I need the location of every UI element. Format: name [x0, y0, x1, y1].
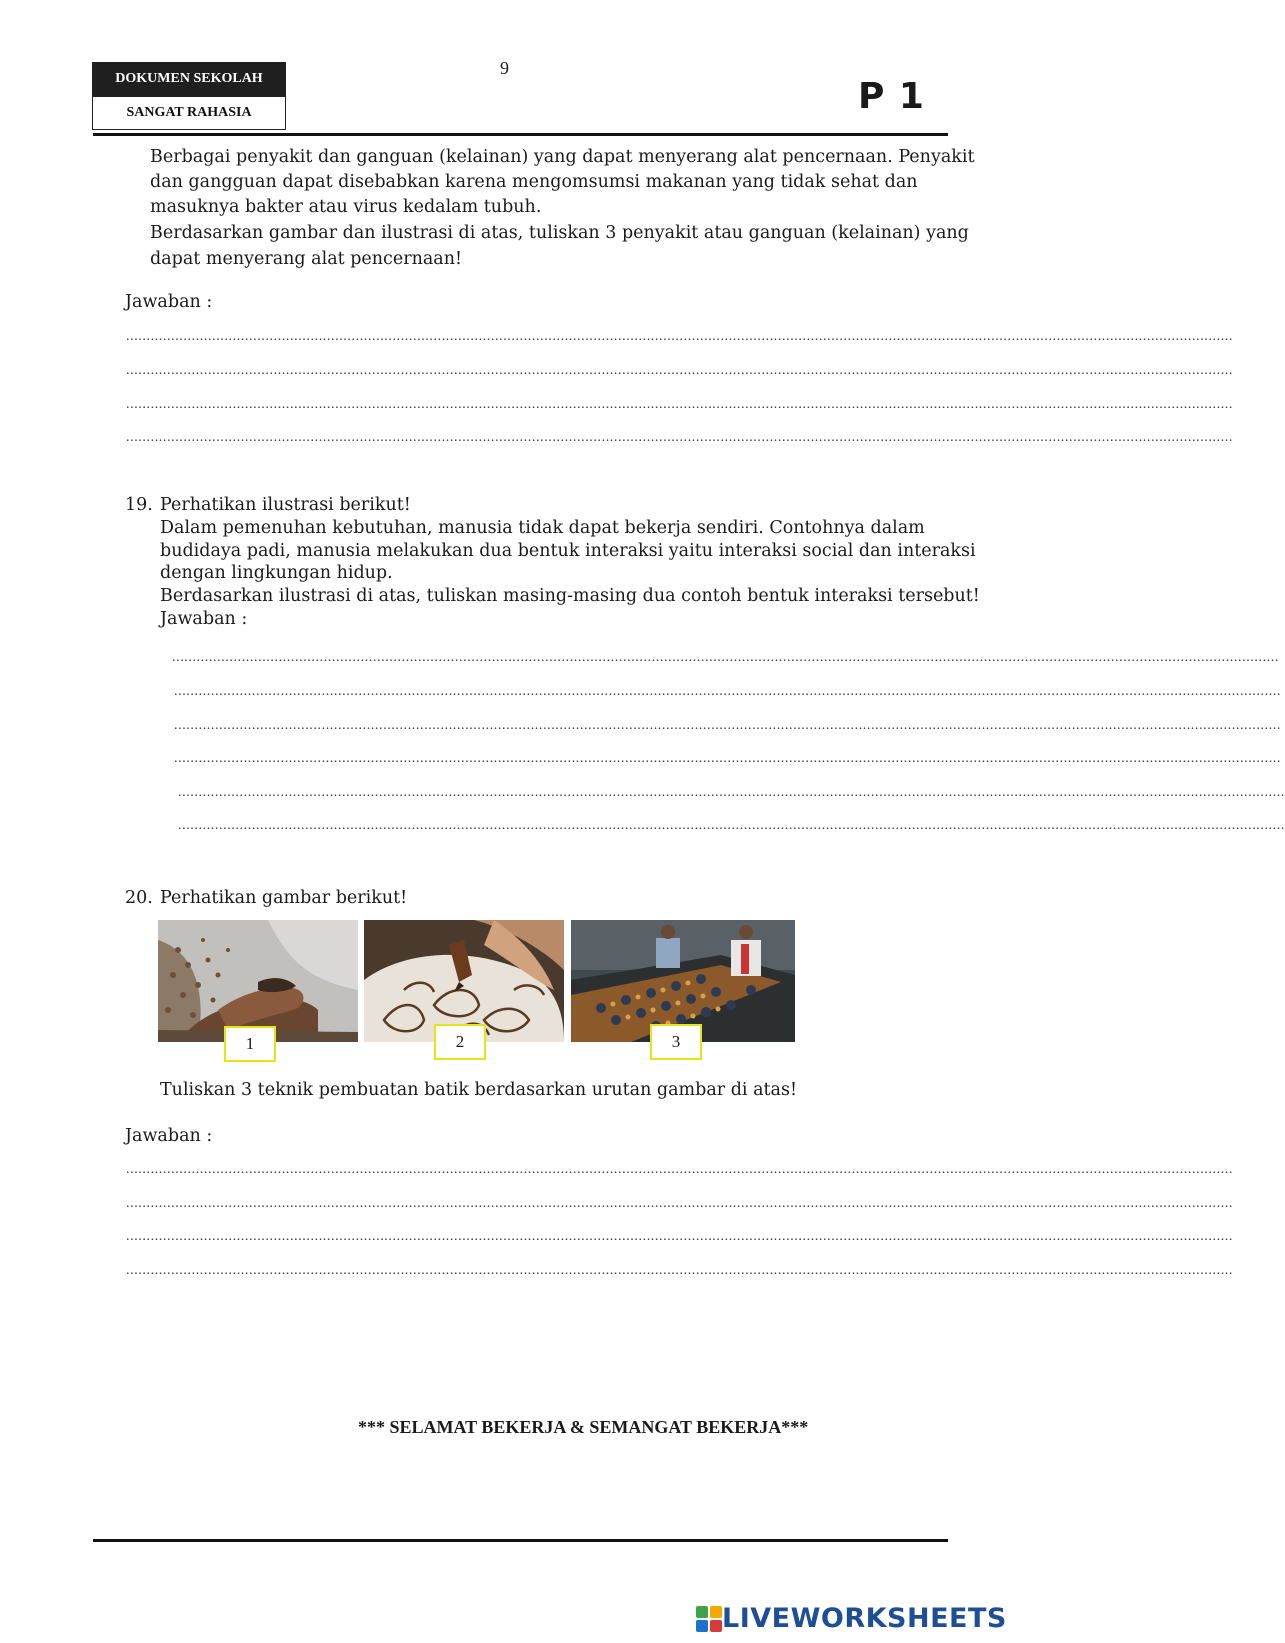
q19-answer-line-4[interactable]: ..............................................................................................................................................................................................................................................................................: [174, 751, 1281, 766]
liveworksheets-brand[interactable]: [696, 1603, 1007, 1634]
page-number: 9: [500, 58, 509, 78]
q18-line-1: Berbagai penyakit dan ganguan (kelainan) yang dapat menyerang alat pencernaan. Penyakit: [150, 147, 975, 167]
paper-code: P 1: [858, 76, 925, 117]
liveworksheets-logo-icon: [696, 1606, 722, 1632]
q19-answer-line-1[interactable]: ..............................................................................................................................................................................................................................................................................: [172, 650, 1279, 665]
q18-line-2: dan gangguan dapat disebabkan karena mengomsumsi makanan yang tidak sehat dan: [150, 172, 918, 192]
q18-line-3: masuknya bakter atau virus kedalam tubuh.: [150, 197, 542, 217]
q19-answer-label: Jawaban :: [160, 609, 248, 629]
q20-answer-line-1[interactable]: ..............................................................................................................................................................................................................................................................................: [126, 1162, 1233, 1177]
q18-answer-line-4[interactable]: ..............................................................................................................................................................................................................................................................................: [126, 430, 1233, 445]
q20-instruction: Tuliskan 3 teknik pembuatan batik berdasarkan urutan gambar di atas!: [160, 1080, 797, 1100]
q20-answer-label: Jawaban :: [125, 1126, 213, 1146]
q18-answer-line-1[interactable]: ..............................................................................................................................................................................................................................................................................: [126, 329, 1233, 344]
q19-answer-line-6[interactable]: ..............................................................................................................................................................................................................................................................................: [178, 818, 1285, 833]
secret-label: SANGAT RAHASIA: [92, 96, 286, 130]
brand-name: LIVEWORKSHEETS: [722, 1603, 1007, 1634]
q19-line-3: budidaya padi, manusia melakukan dua bentuk interaksi yaitu interaksi social dan interaksi: [160, 541, 976, 561]
q18-answer-line-2[interactable]: ..............................................................................................................................................................................................................................................................................: [126, 363, 1233, 378]
closing-message: *** SELAMAT BEKERJA & SEMANGAT BEKERJA***: [358, 1417, 809, 1437]
q19-line-1: Perhatikan ilustrasi berikut!: [160, 495, 411, 515]
q20-answer-line-3[interactable]: ..............................................................................................................................................................................................................................................................................: [126, 1229, 1233, 1244]
q20-answer-line-2[interactable]: ..............................................................................................................................................................................................................................................................................: [126, 1196, 1233, 1211]
q19-answer-line-2[interactable]: ..............................................................................................................................................................................................................................................................................: [174, 684, 1281, 699]
q20-answer-line-4[interactable]: ..............................................................................................................................................................................................................................................................................: [126, 1263, 1233, 1278]
doc-label: DOKUMEN SEKOLAH: [92, 62, 286, 96]
q18-answer-line-3[interactable]: ..............................................................................................................................................................................................................................................................................: [126, 397, 1233, 412]
photo-3-label: 3: [650, 1024, 702, 1060]
q18-line-4: Berdasarkan gambar dan ilustrasi di atas, tuliskan 3 penyakit atau ganguan (kelainan) yang: [150, 223, 969, 243]
q18-answer-label: Jawaban :: [125, 292, 213, 312]
q19-number: 19.: [125, 495, 153, 515]
q18-line-5: dapat menyerang alat pencernaan!: [150, 249, 463, 269]
q19-answer-line-5[interactable]: ..............................................................................................................................................................................................................................................................................: [178, 785, 1285, 800]
q19-line-4: dengan lingkungan hidup.: [160, 563, 393, 583]
q20-number: 20.: [125, 888, 153, 908]
q19-answer-line-3[interactable]: ..............................................................................................................................................................................................................................................................................: [174, 718, 1281, 733]
q20-prompt: Perhatikan gambar berikut!: [160, 888, 408, 908]
q19-line-5: Berdasarkan ilustrasi di atas, tuliskan masing-masing dua contoh bentuk interaksi tersebut!: [160, 586, 980, 606]
q19-line-2: Dalam pemenuhan kebutuhan, manusia tidak dapat bekerja sendiri. Contohnya dalam: [160, 518, 925, 538]
header-rule: [93, 133, 948, 136]
photo-1-label: 1: [224, 1026, 276, 1062]
photo-2-label: 2: [434, 1024, 486, 1060]
batik-photo-1: [158, 920, 358, 1042]
footer-rule: [93, 1539, 948, 1542]
